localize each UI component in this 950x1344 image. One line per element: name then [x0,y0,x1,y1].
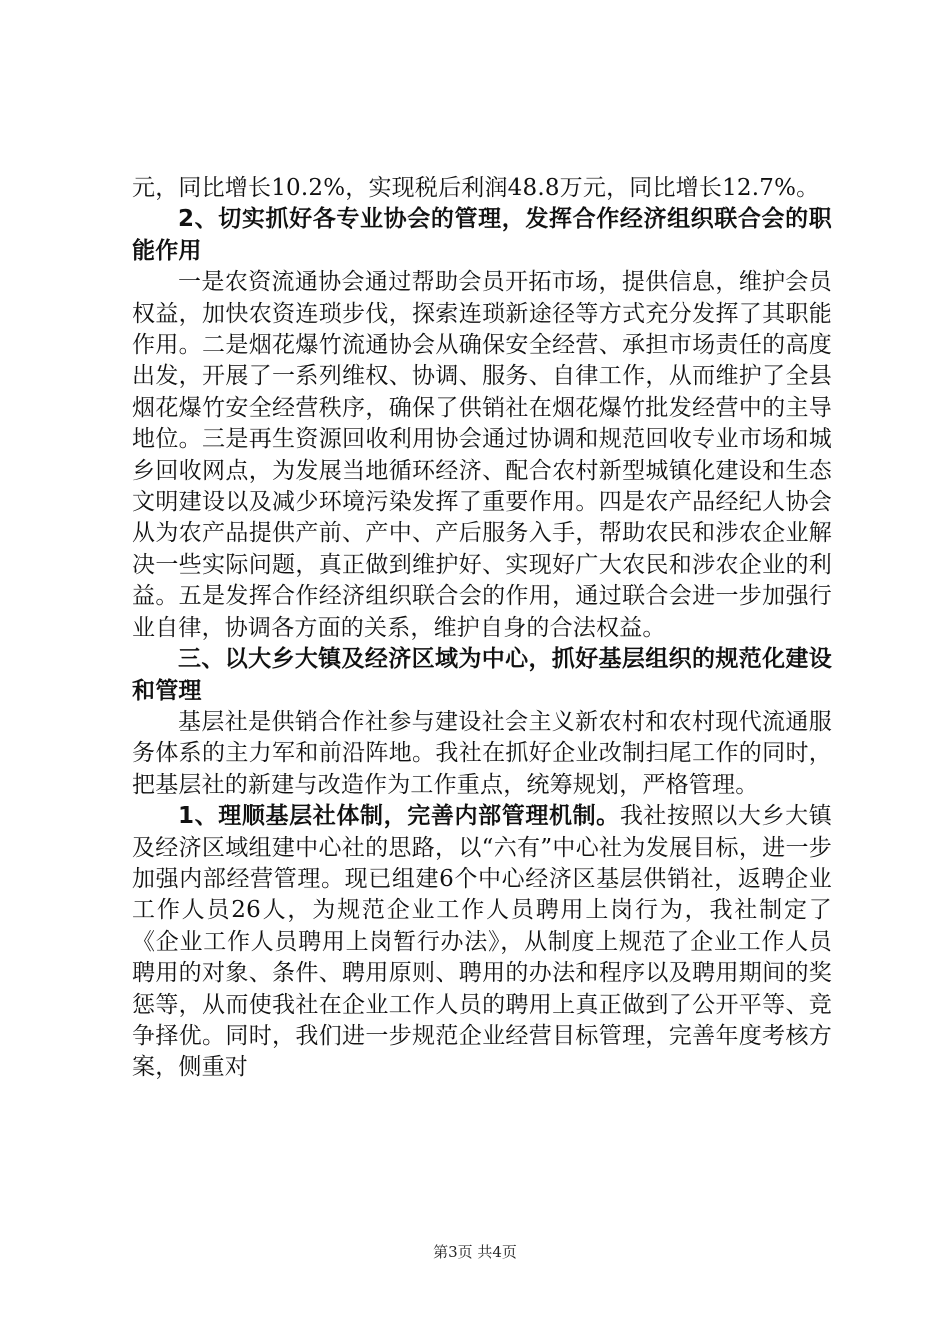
paragraph-associations: 一是农资流通协会通过帮助会员开拓市场，提供信息，维护会员权益，加快农资连琐步伐，探索连琐新途径等方式充分发挥了其职能作用。二是烟花爆竹流通协会从确保安全经营、承担市场责任的高度出发，开展了一系列维权、协调、服务、自律工作，从而维护了全县烟花爆竹安全经营秩序，确保了供销社在烟花爆竹批发经营中的主导地位。三是再生资源回收利用协会通过协调和规范回收专业市场和城乡回收网点，为发展当地循环经济、配合农村新型城镇化建设和生态文明建设以及减少环境污染发挥了重要作用。四是农产品经纪人协会从为农产品提供产前、产中、产后服务入手，帮助农民和涉农企业解决一些实际问题，真正做到维护好、实现好广大农民和涉农企业的利益。五是发挥合作经济组织联合会的作用，通过联合会进一步加强行业自律，协调各方面的关系，维护自身的合法权益。 [132,269,832,641]
page-footer: 第3页 共4页 [433,1243,517,1261]
paragraph-growth-figures: 元，同比增长10.2%，实现税后利润48.8万元，同比增长12.7%。 [132,175,820,201]
paragraph-lead-heading: 1、理顺基层社体制，完善内部管理机制。 [178,803,620,830]
section-heading-associations: 2、切实抓好各专业协会的管理，发挥合作经济组织联合会的职能作用 [132,206,832,264]
document-body [132,173,832,1084]
paragraph-management-mechanism [132,801,832,1084]
paragraph-grassroots-intro: 基层社是供销合作社参与建设社会主义新农村和农村现代流通服务体系的主力军和前沿阵地。我社在抓好企业改制扫尾工作的同时，把基层社的新建与改造作为工作重点，统筹规划，严格管理。 [132,708,832,798]
paragraph-management-text: 我社按照以大乡大镇及经济区域组建中心社的思路，以“六有”中心社为发展目标，进一步加强内部经营管理。现已组建6个中心经济区基层供销社，返聘企业工作人员26人，为规范企业工作人员聘用上岗行为，我社制定了《企业工作人员聘用上岗暂行办法》，从制度上规范了企业工作人员聘用的对象、条件、聘用原则、聘用的办法和程序以及聘用期间的奖惩等，从而使我社在企业工作人员的聘用上真正做到了公开平等、竞争择优。同时，我们进一步规范企业经营目标管理，完善年度考核方案，侧重对 [132,803,832,1081]
section-heading-grassroots: 三、以大乡大镇及经济区域为中心，抓好基层组织的规范化建设和管理 [132,646,832,704]
